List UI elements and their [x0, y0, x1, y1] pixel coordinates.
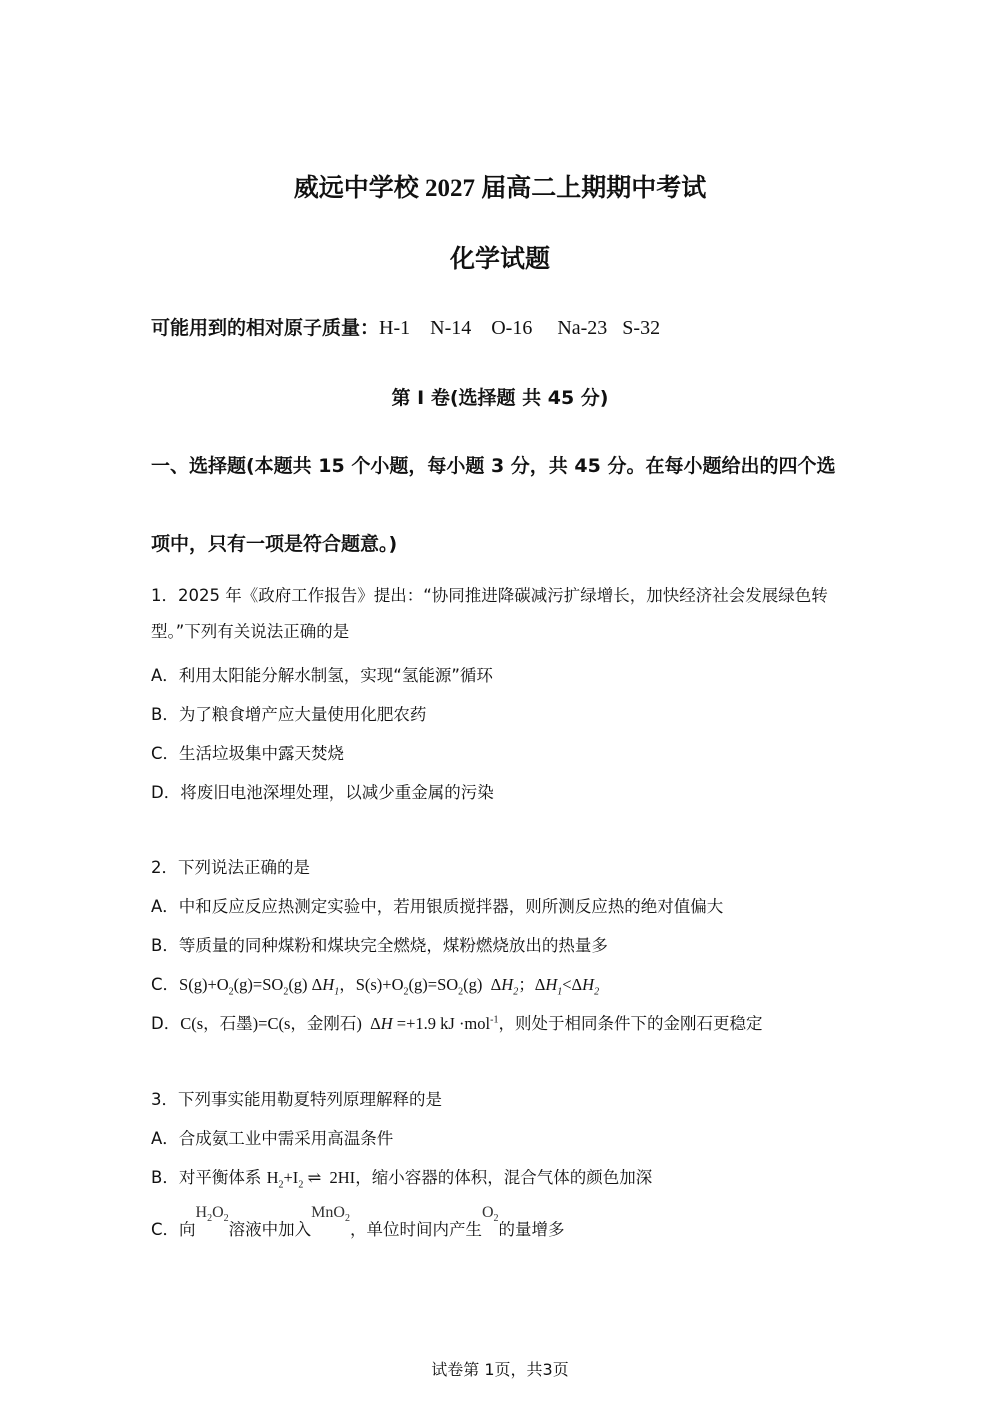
atomic-masses-label: 可能用到的相对原子质量： [151, 317, 380, 339]
section-heading-line2: 项中，只有一项是符合题意。) [151, 533, 398, 555]
page-footer: 试卷第 1页，共3页 [431, 1360, 569, 1379]
atomic-masses [151, 313, 660, 340]
section-heading-line1: 一、选择题(本题共 15 个小题，每小题 3 分，共 45 分。在每小题给出的四个选 [151, 455, 836, 477]
question-1-option-a: A．利用太阳能分解水制氢，实现“氢能源”循环 [151, 666, 493, 685]
question-3-option-b: B．对平衡体系 $H_2+I_2$ ⇌ 2HI，缩小容器的体积，混合气体的颜色加深 [151, 1168, 653, 1191]
atomic-masses-values: H-1 N-14 O-16 Na-23 S-32 [379, 317, 661, 339]
question-2-stem: 2．下列说法正确的是 [151, 858, 310, 877]
question-1-option-d: D．将废旧电池深埋处理，以减少重金属的污染 [151, 783, 494, 802]
question-1-option-b: B．为了粮食增产应大量使用化肥农药 [151, 705, 427, 724]
question-2-option-d: D．C(s，石墨)=C(s，金刚石) ΔH =+1.9 kJ ·mol$^{-1}$，则处于相同条件下的金刚石更稳定 [151, 1014, 763, 1033]
question-1-option-c: C．生活垃圾集中露天焚烧 [151, 744, 345, 763]
question-2-option-b: B．等质量的同种煤粉和煤块完全燃烧，煤粉燃烧放出的热量多 [151, 936, 608, 955]
volume-heading: 第 Ⅰ 卷(选择题 共 45 分) [391, 387, 609, 409]
question-3-option-c: C．向$H_2O_2$溶液中加入MnO$_2$，单位时间内产生$O_2$的量增多 [151, 1204, 565, 1239]
exam-title: 威远中学校 2027 届高二上期期中考试 [293, 175, 707, 202]
exam-subtitle: 化学试题 [449, 244, 550, 273]
question-2-option-c: C．$S(g)+O_2(g)=SO_2(g)$ $\Delta H_1$，$S(s)+O_2(g)=SO_2(g)$ $\Delta H_2$；$\Delta H_1<\Delta H_2$ [151, 975, 600, 998]
question-2-option-a: A．中和反应反应热测定实验中，若用银质搅拌器，则所测反应热的绝对值偏大 [151, 897, 724, 916]
question-1-stem: 1．2025 年《政府工作报告》提出：“协同推进降碳减污扩绿增长，加快经济社会发展绿色转型。”下列有关说法正确的是 [151, 586, 828, 641]
question-3-option-a: A．合成氨工业中需采用高温条件 [151, 1129, 394, 1148]
question-3-stem: 3．下列事实能用勒夏特列原理解释的是 [151, 1090, 442, 1109]
